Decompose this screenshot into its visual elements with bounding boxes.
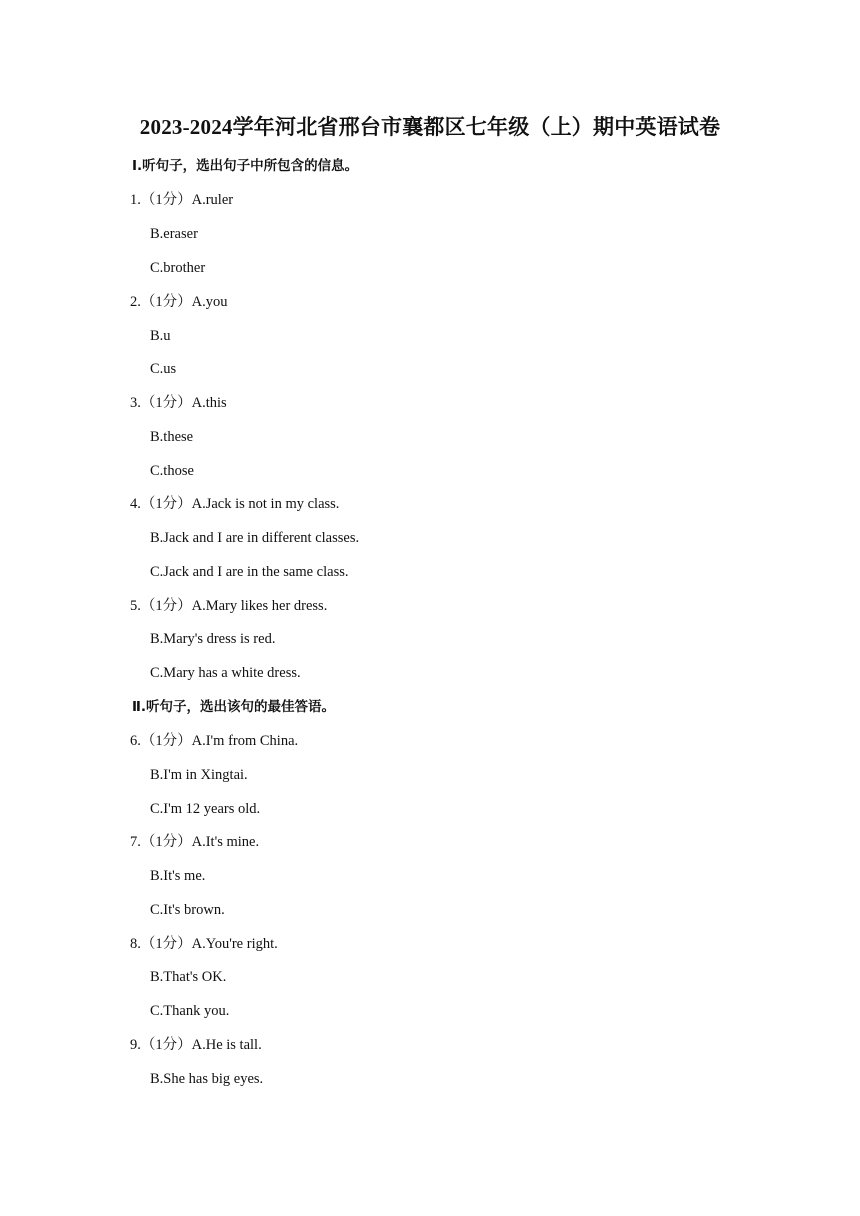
option-c: C.I'm 12 years old. [150,801,261,817]
question-number: 2.（1分） [130,294,192,310]
option-c: C.Jack and I are in the same class. [150,564,349,580]
question-number: 7.（1分） [130,834,192,850]
option-b: B.That's OK. [150,969,227,985]
option-c: C.those [150,463,194,479]
question-4 [130,494,339,514]
question-5 [130,596,327,616]
question-2 [130,292,227,312]
question-number: 3.（1分） [130,395,192,411]
section-heading-1: Ⅰ.听句子，选出句子中所包含的信息。 [132,158,359,174]
question-9 [130,1035,262,1055]
option-c: C.brother [150,260,206,276]
question-number: 6.（1分） [130,733,192,749]
option-a: A.He is tall. [191,1037,262,1053]
question-number: 4.（1分） [130,496,192,512]
option-a: A.I'm from China. [191,733,299,749]
question-number: 9.（1分） [130,1037,192,1053]
option-c: C.Thank you. [150,1003,230,1019]
question-6 [130,731,298,751]
option-a: A.you [191,294,228,310]
option-a: A.Mary likes her dress. [191,598,328,614]
option-b: B.eraser [150,226,198,242]
option-c: C.us [150,361,177,377]
option-c: C.Mary has a white dress. [150,665,301,681]
option-b: B.I'm in Xingtai. [150,767,248,783]
question-1 [130,190,233,210]
option-b: B.u [150,328,171,344]
question-number: 5.（1分） [130,598,192,614]
option-c: C.It's brown. [150,902,225,918]
section-heading-2: Ⅱ.听句子，选出该句的最佳答语。 [132,699,336,715]
option-b: B.Jack and I are in different classes. [150,530,360,546]
option-b: B.She has big eyes. [150,1071,264,1087]
question-8 [130,934,278,954]
question-7 [130,832,259,852]
option-a: A.Jack is not in my class. [191,496,340,512]
option-a: A.You're right. [191,936,278,952]
question-number: 8.（1分） [130,936,192,952]
option-b: B.these [150,429,194,445]
question-3 [130,393,227,413]
question-number: 1.（1分） [130,192,192,208]
page-title: 2023-2024学年河北省邢台市襄都区七年级（上）期中英语试卷 [139,115,721,139]
option-a: A.this [191,395,227,411]
option-b: B.It's me. [150,868,206,884]
option-b: B.Mary's dress is red. [150,631,276,647]
option-a: A.It's mine. [191,834,260,850]
option-a: A.ruler [191,192,234,208]
